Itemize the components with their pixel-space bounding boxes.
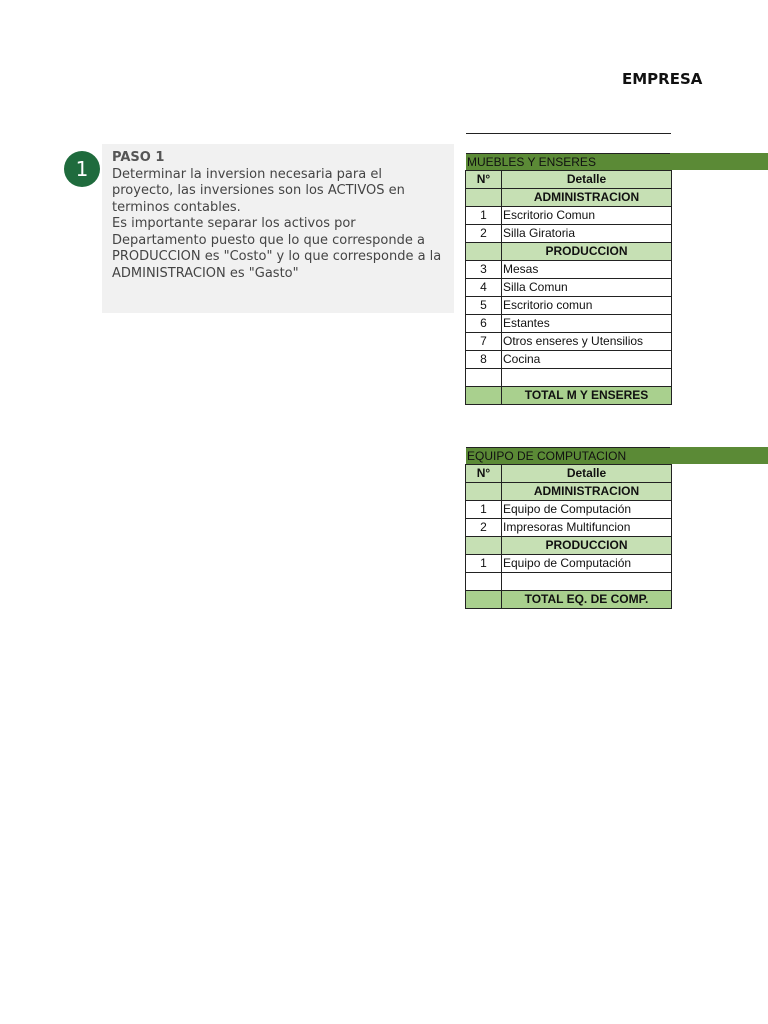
table-row [466,519,672,537]
table-row [466,297,672,315]
row-number: 4 [466,279,502,297]
total-blank-cell [466,387,502,405]
table-row [466,225,672,243]
table-header-row [466,171,672,189]
admin-group-row [466,483,672,501]
col-n-header: N° [466,465,502,483]
col-n-header: N° [466,171,502,189]
row-detail: Silla Comun [502,279,672,297]
prod-group-label: PRODUCCION [502,243,672,261]
table-row [466,207,672,225]
col-detalle-header: Detalle [502,171,672,189]
total-row [466,591,672,609]
empty-cell [466,369,502,387]
table-row [466,279,672,297]
step-text: Determinar la inversion necesaria para el proyecto, las inversiones son los ACTIVOS en terminos contables. Es importante separar los activos por Departamento puesto que lo que corresponde a PRODUCCION es "Costo" y lo que corresponde a la ADMINISTRACION es "Gasto" [112,166,442,281]
group-blank-cell [466,189,502,207]
row-detail: Equipo de Computación [502,555,672,573]
group-blank-cell [466,243,502,261]
admin-group-row [466,189,672,207]
row-detail: Equipo de Computación [502,501,672,519]
total-label: TOTAL EQ. DE COMP. [502,591,672,609]
row-number: 5 [466,297,502,315]
header-divider [466,133,671,134]
equipo-section-title: EQUIPO DE COMPUTACION [466,447,670,464]
row-number: 8 [466,351,502,369]
row-number: 1 [466,207,502,225]
row-detail: Mesas [502,261,672,279]
row-number: 3 [466,261,502,279]
empty-row [466,573,672,591]
row-number: 2 [466,225,502,243]
muebles-section-title: MUEBLES Y ENSERES [466,153,670,170]
page-title: EMPRESA [622,70,703,88]
table-row [466,261,672,279]
empty-cell [502,369,672,387]
row-detail: Escritorio comun [502,297,672,315]
row-detail: Otros enseres y Utensilios [502,333,672,351]
empty-cell [502,573,672,591]
group-blank-cell [466,483,502,501]
row-number: 1 [466,555,502,573]
empty-cell [466,573,502,591]
step-title: PASO 1 [112,150,165,165]
row-detail: Escritorio Comun [502,207,672,225]
row-number: 6 [466,315,502,333]
table-row [466,333,672,351]
step-number-badge: 1 [64,151,100,187]
row-detail: Silla Giratoria [502,225,672,243]
empty-row [466,369,672,387]
total-row [466,387,672,405]
table-row [466,351,672,369]
table-header-row [466,465,672,483]
table-row [466,555,672,573]
table-row [466,315,672,333]
row-detail: Cocina [502,351,672,369]
row-number: 2 [466,519,502,537]
table-row [466,501,672,519]
muebles-table [465,170,672,405]
col-detalle-header: Detalle [502,465,672,483]
prod-group-row [466,243,672,261]
row-detail: Impresoras Multifuncion [502,519,672,537]
row-number: 1 [466,501,502,519]
admin-group-label: ADMINISTRACION [502,483,672,501]
admin-group-label: ADMINISTRACION [502,189,672,207]
prod-group-row [466,537,672,555]
row-detail: Estantes [502,315,672,333]
equipo-table [465,464,672,609]
prod-group-label: PRODUCCION [502,537,672,555]
total-label: TOTAL M Y ENSERES [502,387,672,405]
group-blank-cell [466,537,502,555]
total-blank-cell [466,591,502,609]
row-number: 7 [466,333,502,351]
step-instructions-box [102,144,454,313]
